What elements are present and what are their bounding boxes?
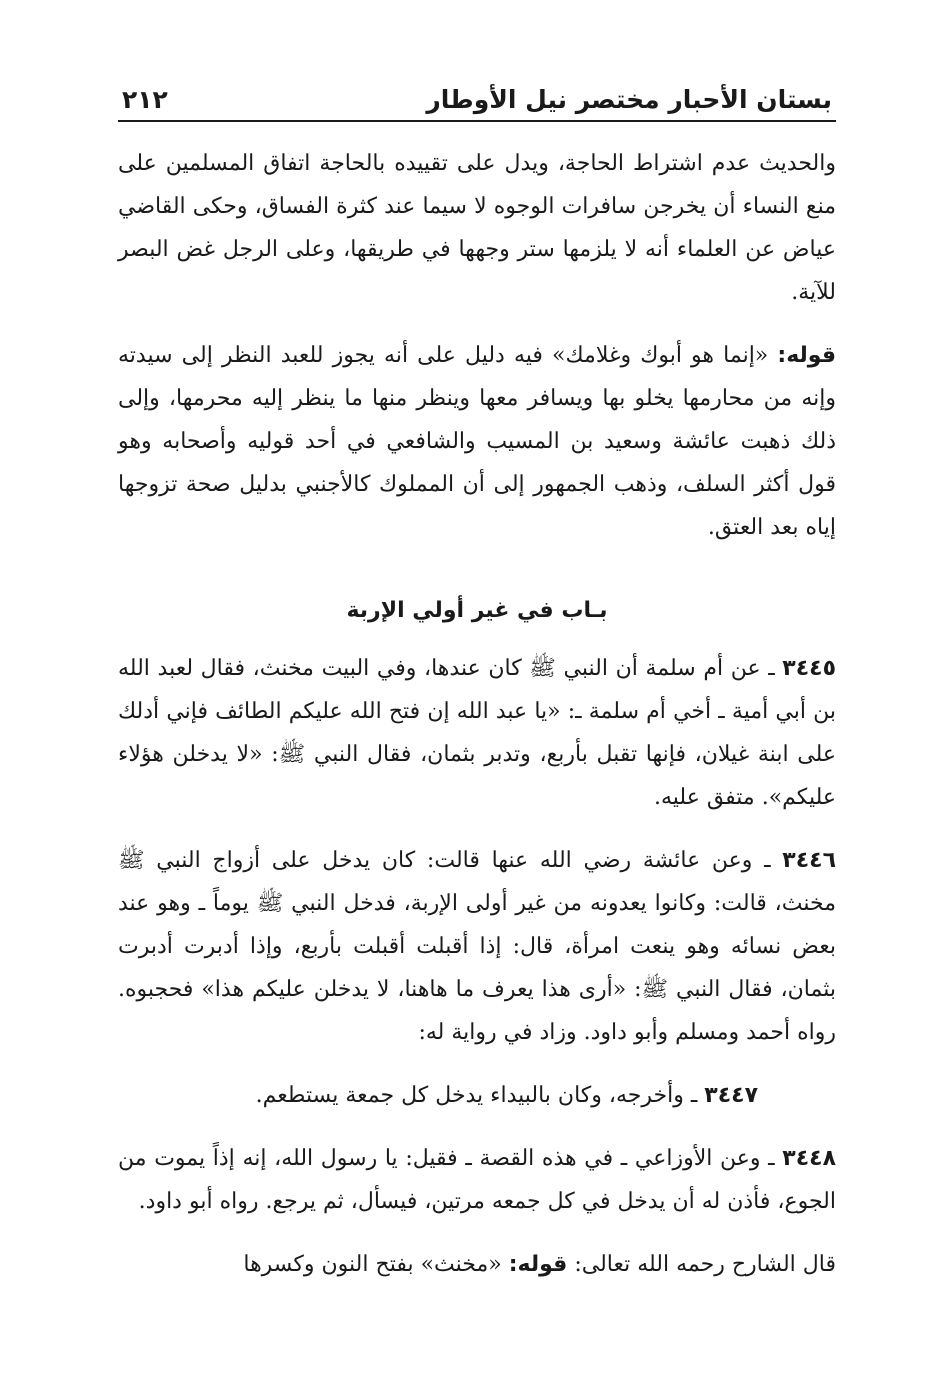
hadith-text: ـ وعن عائشة رضي الله عنها قالت: كان يدخل على أزواج النبي ﷺ مخنث، قالت: وكانوا يعدونه من غير أولى الإربة، فدخل النبي ﷺ يوماً ـ وهو عند بعض نسائه وهو ينعت امرأة، قال: إذا أقبلت أقبلت بأربع، وإذا أدبرت أدبرت بثمان، فقال النبي ﷺ: «أرى هذا يعرف ما هاهنا، لا يدخلن عليكم هذا» فحجبوه. رواه أحمد ومسلم وأبو داود. وزاد في رواية له: [118,848,836,1045]
hadith-3447 [118,1074,836,1117]
paragraph-text: «إنما هو أبوك وغلامك» فيه دليل على أنه يجوز للعبد النظر إلى سيدته وإنه من محارمها يخلو بها ويسافر معها وينظر منها ما ينظر إليه محرمها، وإلى ذلك ذهبت عائشة وسعيد بن المسيب والشافعي في أحد قوليه وأصحابه وهو قول أكثر السلف، وذهب الجمهور إلى أن المملوك كالأجنبي بدليل صحة تزوجها إياه بعد العتق. [118,343,836,540]
hadith-number: ٣٤٤٧ [704,1083,758,1108]
paragraph-hadith-commentary [118,142,836,314]
page-number: ٢١٢ [122,85,168,114]
header-rule [118,120,836,122]
hadith-number: ٣٤٤٦ [782,848,836,873]
hadith-3448 [118,1137,836,1223]
commentary-intro: قال الشارح رحمه الله تعالى: [567,1252,836,1277]
hadith-text: ـ وعن الأوزاعي ـ في هذه القصة ـ فقيل: يا رسول الله، إنه إذاً يموت من الجوع، فأذن له أن يدخل في كل جمعه مرتين، فيسأل، ثم يرجع. رواه أبو داود. [118,1146,836,1214]
chapter-heading: بـاب في غير أولي الإربة [346,598,608,623]
paragraph-qawluhu [118,334,836,549]
hadith-number: ٣٤٤٨ [782,1146,836,1171]
hadith-text: ـ عن أم سلمة أن النبي ﷺ كان عندها، وفي البيت مخنث، فقال لعبد الله بن أبي أمية ـ أخي أم سلمة ـ: «يا عبد الله إن فتح الله عليكم الطائف فإني أدلك على ابنة غيلان، فإنها تقبل بأربع، وتدبر بثمان، فقال النبي ﷺ: «لا يدخلن هؤلاء عليكم». متفق عليه. [118,656,836,810]
commentary-paragraph [118,1243,836,1286]
book-title: بستان الأحبار مختصر نيل الأوطار [426,85,832,114]
hadith-text: ـ وأخرجه، وكان بالبيداء يدخل كل جمعة يستطعم. [255,1083,705,1108]
paragraph-lead: قوله: [777,343,836,368]
hadith-3445 [118,647,836,819]
commentary-text: «مخنث» بفتح النون وكسرها [243,1252,509,1277]
book-page [118,68,836,1368]
hadith-number: ٣٤٤٥ [782,656,836,681]
running-header [118,68,836,120]
paragraph-text: والحديث عدم اشتراط الحاجة، ويدل على تقييده بالحاجة اتفاق المسلمين على منع النساء أن يخرجن سافرات الوجوه لا سيما عند كثرة الفساق، وحكى القاضي عياض عن العلماء أنه لا يلزمها ستر وجهها في طريقها، وعلى الرجل غض البصر للآية. [118,151,836,305]
commentary-lead: قوله: [508,1252,568,1277]
hadith-3446 [118,839,836,1054]
